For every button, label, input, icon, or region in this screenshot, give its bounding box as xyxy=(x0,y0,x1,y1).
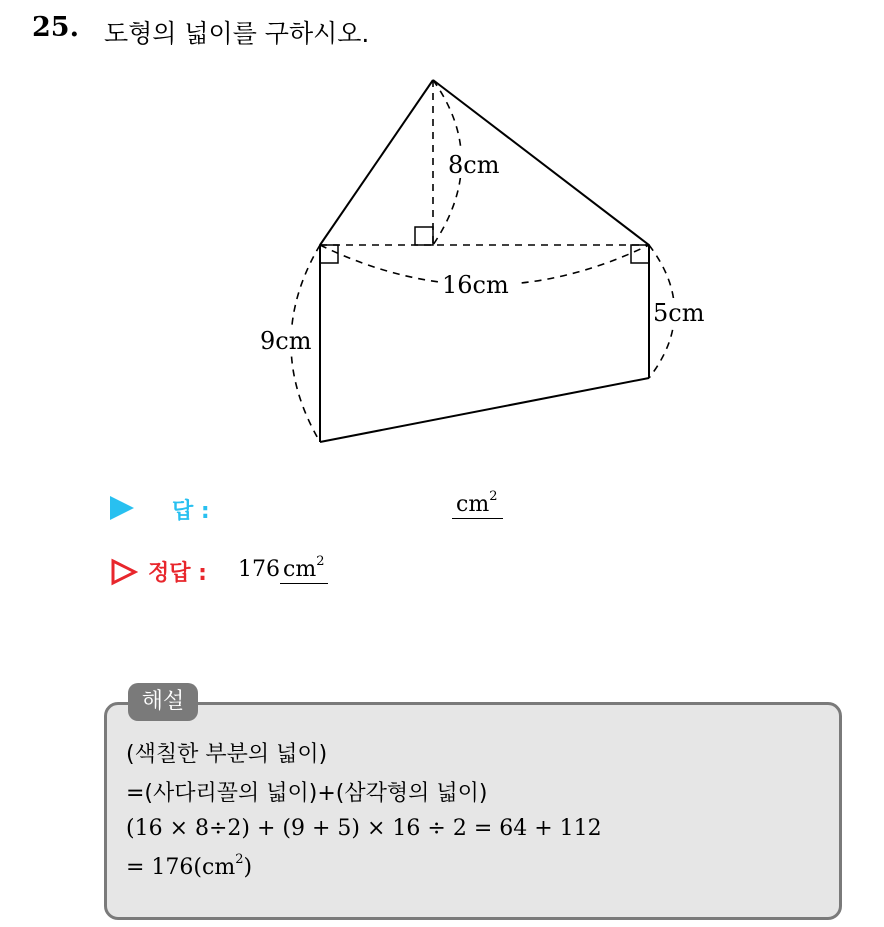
correct-answer-unit-exponent: 2 xyxy=(316,554,325,569)
solution-box xyxy=(104,702,842,920)
correct-answer-value: 176 xyxy=(238,557,280,582)
label-triangle-height: 8cm xyxy=(448,151,500,179)
right-angle-mark-left xyxy=(320,245,338,263)
correct-answer-value-wrap xyxy=(238,554,328,582)
triangle-left-edge xyxy=(320,80,433,245)
solution-line-4 xyxy=(126,852,253,880)
label-left-side: 9cm xyxy=(260,327,312,355)
figure-outline xyxy=(320,80,649,442)
answer-blank[interactable] xyxy=(452,489,503,519)
correct-answer-unit-wrap xyxy=(280,554,328,584)
correct-answer-label: 정답 : xyxy=(148,561,207,586)
answer-unit: cm xyxy=(456,492,490,517)
question-text: 도형의 넓이를 구하시오. xyxy=(104,19,370,48)
answer-unit-exponent: 2 xyxy=(489,489,498,504)
question-number: 25. xyxy=(32,12,79,43)
label-right-side: 5cm xyxy=(653,299,705,327)
solution-exponent: 2 xyxy=(235,852,244,867)
trapezoid-bottom-side xyxy=(320,378,649,442)
right-angle-mark-top xyxy=(415,227,433,245)
figure-dashed xyxy=(291,80,675,442)
solution-line-1: (색칠한 부분의 넓이) xyxy=(126,742,328,767)
correct-answer-row xyxy=(110,556,530,590)
correct-answer-unit: cm xyxy=(283,557,317,582)
label-base: 16cm xyxy=(442,271,509,299)
solution-line-4-text: = 176(cm xyxy=(126,855,236,880)
solution-line-2: =(사다리꼴의 넓이)+(삼각형의 넓이) xyxy=(126,781,488,806)
outline-play-arrow-icon xyxy=(110,558,138,586)
solution-tab: 해설 xyxy=(128,683,198,721)
solution-line-4-close: ) xyxy=(243,855,253,880)
play-arrow-icon xyxy=(110,496,134,520)
answer-label: 답 : xyxy=(172,499,210,524)
solution-line-3: (16 × 8÷2) + (9 + 5) × 16 ÷ 2 = 64 + 112 xyxy=(126,816,602,841)
answer-row xyxy=(110,489,530,526)
right-angle-mark-right xyxy=(631,245,649,263)
